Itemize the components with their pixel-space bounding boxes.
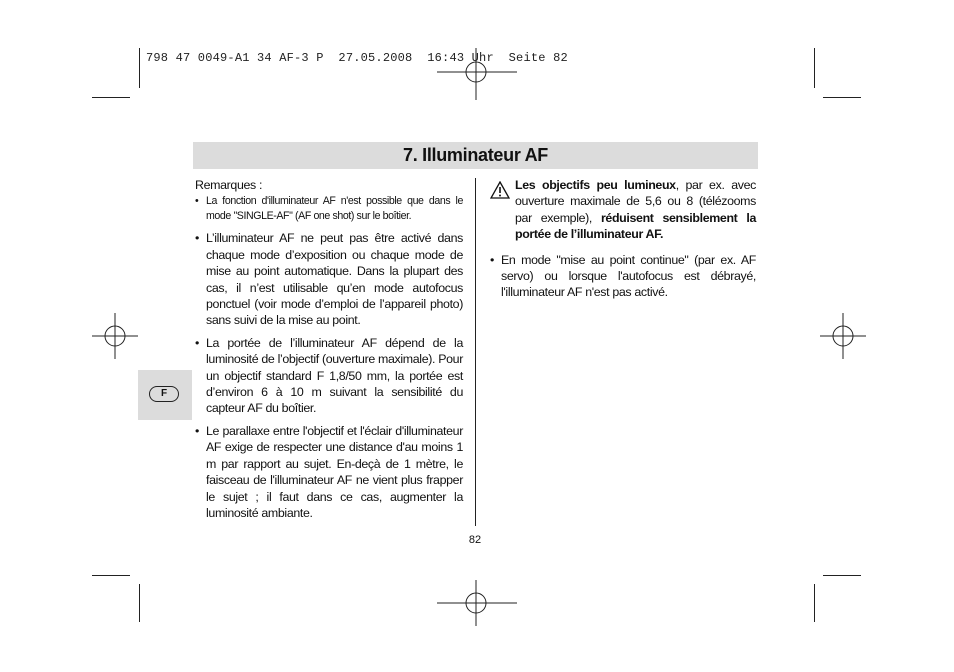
registration-crosshair-right-icon xyxy=(820,313,866,359)
remarks-label: Remarques : xyxy=(195,178,263,192)
warning-note xyxy=(490,177,756,243)
list-item: • En mode "mise au point continue" (par ex. AF servo) ou lorsque l'autofocus est débrayé, l'illuminateur AF n'est pas activé. xyxy=(490,252,756,301)
registration-crosshair-bottom-icon xyxy=(437,580,517,626)
crop-mark-bottom-right-h xyxy=(823,575,861,576)
warning-text: , par ex. avec ouverture maximale de 5,6 ou 8 (télézooms par exemple), xyxy=(515,178,756,225)
list-item: • Le parallaxe entre l'objectif et l'éclair d'illuminateur AF exige de respecter une distance d'au moins 1 m par rapport au sujet. En-deçà de 1 mètre, le faisceau de l'illuminateur AF ne vient plus frapper le sujet ; il faut dans ce cas, augmenter la luminosité ambiante. xyxy=(195,423,463,521)
crop-mark-top-right-v xyxy=(814,48,815,88)
left-column xyxy=(195,177,463,527)
right-column xyxy=(490,177,756,307)
warning-icon xyxy=(490,181,510,199)
registration-crosshair-left-icon xyxy=(92,313,138,359)
list-item: • La portée de l’illuminateur AF dépend de la luminosité de l’objectif (ouverture maximale). Pour un objectif standard F 1,8/50 mm, la portée est d’environ 6 à 10 m suivant la sensibilité du capteur AF du boîtier. xyxy=(195,335,463,417)
crop-mark-bottom-right-v xyxy=(814,584,815,622)
crop-mark-bottom-left-v xyxy=(139,584,140,622)
crop-mark-top-left-v xyxy=(139,48,140,88)
language-tab-label: F xyxy=(149,386,179,402)
list-item: • L’illuminateur AF ne peut pas être activé dans chaque mode d’exposition ou chaque mode de mise au point automatique. Dans la plupart des cas, il n’est utilisable qu’en mode autofocus ponctuel (voir mode d’emploi de l’appareil photo) sans suivi de la mise au point. xyxy=(195,230,463,328)
list-item: • La fonction d'illuminateur AF n'est possible que dans le mode "SINGLE-AF" (AF one shot) sur le boîtier. xyxy=(195,194,463,224)
warning-bold-tail: réduisent sensiblement la portée de l’illuminateur AF. xyxy=(515,210,756,242)
language-tab xyxy=(138,370,192,420)
warning-bold-lead: Les objectifs peu lumineux xyxy=(515,178,676,192)
crop-mark-top-right-h xyxy=(823,97,861,98)
page-number: 82 xyxy=(468,534,482,546)
crop-mark-bottom-left-h xyxy=(92,575,130,576)
crop-mark-top-left-h xyxy=(92,97,130,98)
print-slug: 798 47 0049-A1 34 AF-3 P 27.05.2008 16:43 Uhr Seite 82 xyxy=(146,51,568,65)
page-title: 7. Illuminateur AF xyxy=(403,145,548,165)
column-divider xyxy=(475,178,476,526)
section-title-bar xyxy=(193,142,758,169)
